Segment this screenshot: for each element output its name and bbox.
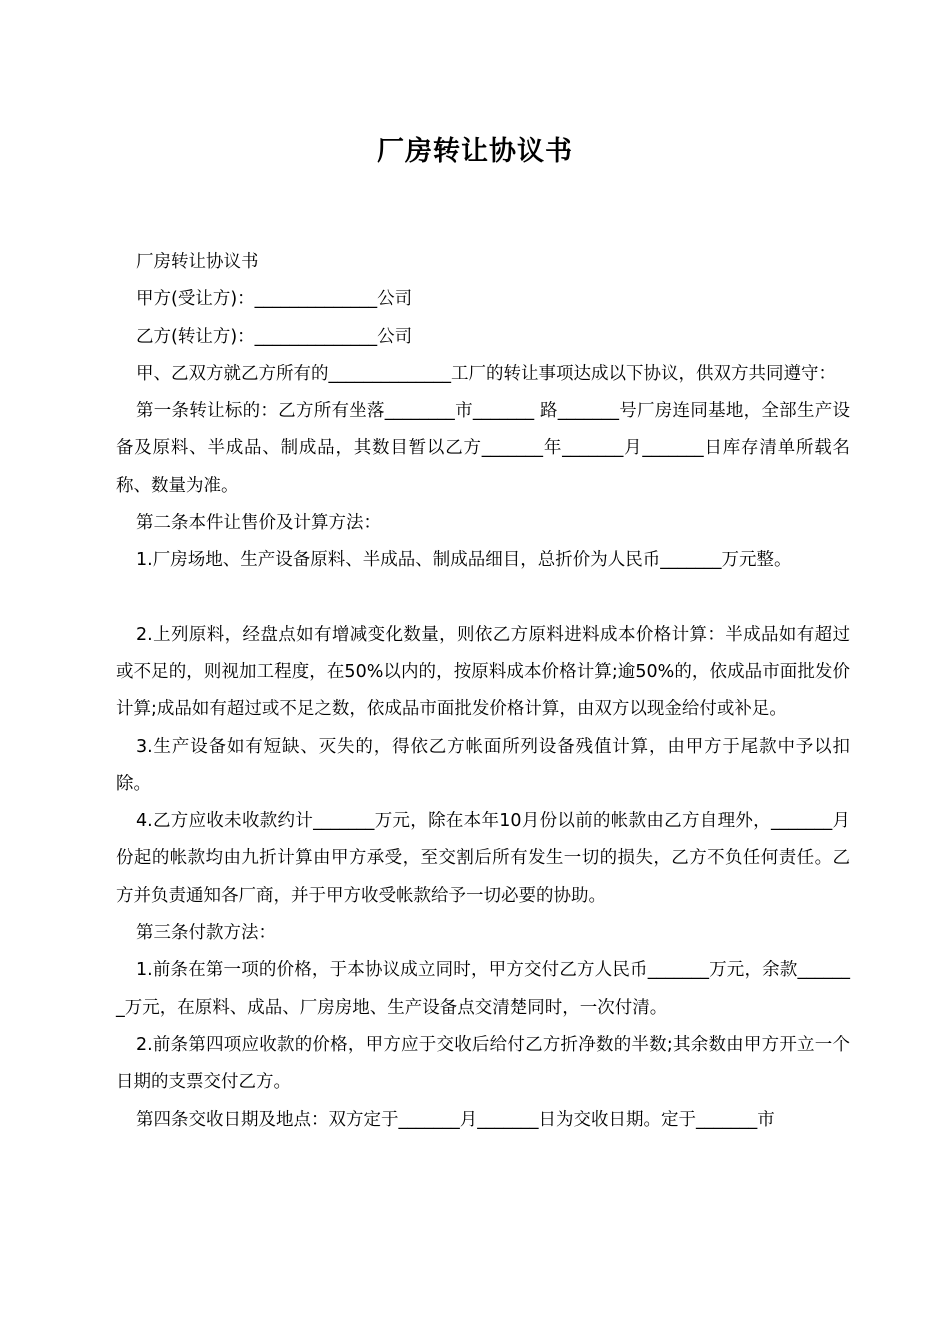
document-body xyxy=(116,244,850,1139)
paragraph-article-2-heading: 第二条本件让售价及计算方法： xyxy=(136,513,381,534)
paragraph-article-2-item-3: 3.生产设备如有短缺、灭失的，得依乙方帐面所列设备残值计算，由甲方于尾款中予以扣除。 xyxy=(116,736,850,794)
paragraph-article-1: 第一条转让标的：乙方所有坐落________市_______ 路_______号厂房连同基地，全部生产设备及原料、半成品、制成品，其数目暂以乙方_______年_______月_______日库存清单所载名称、数量为准。 xyxy=(116,401,850,496)
document-title: 厂房转让协议书 xyxy=(377,136,573,167)
paragraph-article-4: 第四条交收日期及地点：双方定于_______月_______日为交收日期。定于_______市 xyxy=(136,1109,775,1130)
paragraph-article-2-item-4: 4.乙方应收未收款约计_______万元，除在本年10月份以前的帐款由乙方自理外，_______月份起的帐款均由九折计算由甲方承受，至交割后所有发生一切的损失，乙方不负任何责任。乙方并负责通知各厂商，并于甲方收受帐款给予一切必要的协助。 xyxy=(116,811,850,906)
paragraph-heading-repeat: 厂房转让协议书 xyxy=(136,252,259,272)
paragraph-article-2-item-1: 1.厂房场地、生产设备原料、半成品、制成品细目，总折价为人民币_______万元整。 xyxy=(136,550,792,571)
paragraph-party-b: 乙方(转让方)：______________公司 xyxy=(136,326,413,347)
paragraph-article-3-heading: 第三条付款方法： xyxy=(136,923,276,944)
paragraph-preamble: 甲、乙双方就乙方所有的______________工厂的转让事项达成以下协议，供双方共同遵守： xyxy=(136,363,836,384)
paragraph-article-2-item-2: 2.上列原料，经盘点如有增减变化数量，则依乙方原料进料成本价格计算：半成品如有超过或不足的，则视加工程度，在50%以内的，按原料成本价格计算;逾50%的，依成品市面批发价计算;成品如有超过或不足之数，依成品市面批发价格计算，由双方以现金给付或补足。 xyxy=(116,624,850,720)
paragraph-article-3-item-2: 2.前条第四项应收款的价格，甲方应于交收后给付乙方折净数的半数;其余数由甲方开立一个日期的支票交付乙方。 xyxy=(116,1034,850,1093)
paragraph-article-3-item-1: 1.前条在第一项的价格，于本协议成立同时，甲方交付乙方人民币_______万元，余款_______万元，在原料、成品、厂房房地、生产设备点交清楚同时，一次付清。 xyxy=(116,960,850,1018)
paragraph-party-a: 甲方(受让方)：______________公司 xyxy=(136,289,413,310)
